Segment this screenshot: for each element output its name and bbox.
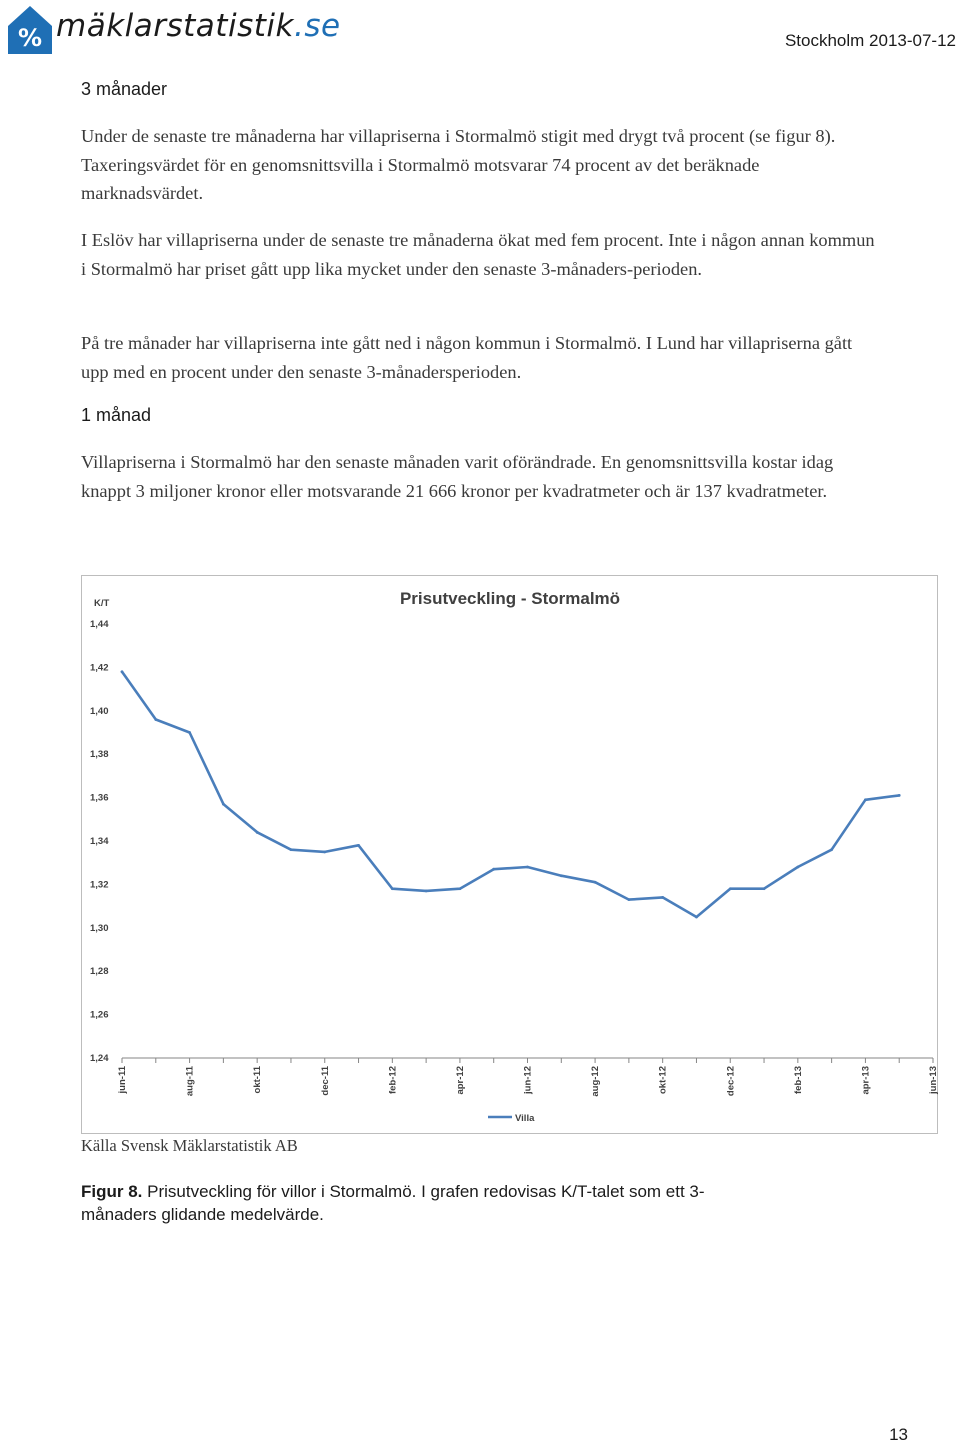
data-point: [188, 731, 191, 734]
y-tick-label: 1,36: [90, 792, 109, 804]
house-percent-icon: [6, 2, 54, 56]
x-tick-label: apr-13: [860, 1066, 872, 1095]
x-tick-label: dec-12: [725, 1066, 737, 1097]
source-note: Källa Svensk Mäklarstatistik AB: [81, 1136, 298, 1155]
data-point: [560, 874, 563, 877]
data-point: [526, 866, 529, 869]
y-tick-label: 1,38: [90, 749, 109, 761]
y-axis-label: K/T: [94, 598, 110, 609]
paragraph-3m-2: I Eslöv har villapriserna under de senaste tre månaderna ökat med fem procent. Inte i någon annan kommun i Stormalmö har priset gått upp lika mycket under den senaste 3-månaders-perioden.: [81, 230, 875, 279]
data-point: [121, 670, 124, 673]
heading-3-manader: 3 månader: [81, 79, 168, 99]
data-point: [594, 881, 597, 884]
y-tick-label: 1,44: [90, 619, 109, 630]
x-tick-label: dec-11: [319, 1066, 331, 1096]
logo-tld: se: [304, 8, 341, 44]
y-tick-label: 1,32: [90, 879, 109, 891]
data-point: [763, 887, 766, 890]
logo-dot: .: [293, 8, 305, 44]
data-point: [898, 794, 901, 797]
logo-main: mäklarstatistik: [56, 8, 294, 44]
y-tick-label: 1,34: [90, 836, 109, 847]
x-tick-label: okt-11: [252, 1066, 264, 1094]
x-tick-label: aug-12: [590, 1066, 602, 1097]
y-tick-label: 1,30: [90, 922, 109, 934]
paragraph-3m-1: Under de senaste tre månaderna har villapriserna i Stormalmö stigit med drygt två procent (se figur 8). Taxeringsvärdet för en genomsnittsvilla i Stormalmö motsvarar 74 procent av det beräknade marknadsvärdet.: [81, 126, 836, 203]
data-point: [729, 887, 732, 890]
data-point: [661, 896, 664, 899]
y-tick-label: 1,40: [90, 705, 109, 717]
data-point: [323, 850, 326, 853]
price-chart-svg: [82, 576, 939, 1135]
header-date: Stockholm 2013-07-12: [784, 31, 956, 50]
data-point: [154, 718, 157, 721]
paragraph-1m-1: Villapriserna i Stormalmö har den senaste månaden varit oförändrade. En genomsnittsvilla kostar idag knappt 3 miljoner kronor eller motsvarande 21 666 kronor per kvadratmeter och är 137 kvadratmeter.: [81, 452, 834, 501]
x-tick-label: jun-11: [117, 1066, 128, 1094]
y-tick-label: 1,26: [90, 1009, 109, 1021]
data-point: [391, 887, 394, 890]
page-number: 13: [889, 1425, 908, 1444]
logo-wordmark: [56, 8, 341, 44]
y-tick-label: 1,24: [90, 1053, 109, 1064]
data-point: [864, 798, 867, 801]
caption-label: Figur 8.: [81, 1182, 143, 1201]
page-header: [0, 0, 960, 62]
data-point: [222, 803, 225, 806]
x-tick-label: feb-12: [387, 1066, 399, 1094]
x-tick-label: feb-13: [792, 1066, 804, 1094]
data-point: [459, 887, 462, 890]
figure-caption: [81, 1180, 761, 1226]
series-line-villa: [122, 672, 899, 917]
data-point: [796, 866, 799, 869]
data-point: [357, 844, 360, 847]
x-tick-label: aug-11: [184, 1066, 196, 1097]
x-tick-label: jun-13: [928, 1066, 939, 1094]
badge-symbol: %: [17, 24, 43, 52]
y-tick-label: 1,42: [90, 662, 109, 674]
data-point: [425, 890, 428, 893]
data-point: [290, 848, 293, 851]
chart-title: Prisutveckling - Stormalmö: [399, 589, 621, 608]
x-tick-label: okt-12: [657, 1066, 669, 1094]
y-tick-label: 1,28: [90, 966, 109, 978]
x-tick-label: jun-12: [522, 1066, 534, 1094]
paragraph-3m-3: På tre månader har villapriserna inte gått ned i någon kommun i Stormalmö. I Lund har villapriserna gått upp med en procent under den senaste 3-månadersperioden.: [81, 333, 853, 382]
price-chart: [81, 575, 938, 1134]
data-point: [830, 848, 833, 851]
heading-1-manad: 1 månad: [81, 405, 152, 425]
logo: [6, 2, 341, 58]
data-point: [492, 868, 495, 871]
data-point: [627, 898, 630, 901]
data-point: [256, 831, 259, 834]
x-tick-label: apr-12: [454, 1066, 466, 1095]
caption-text: Prisutveckling för villor i Stormalmö. I grafen redovisas K/T-talet som ett 3-månaders glidande medelvärde.: [81, 1182, 705, 1224]
data-point: [695, 916, 698, 919]
legend-label-villa: Villa: [515, 1113, 535, 1124]
